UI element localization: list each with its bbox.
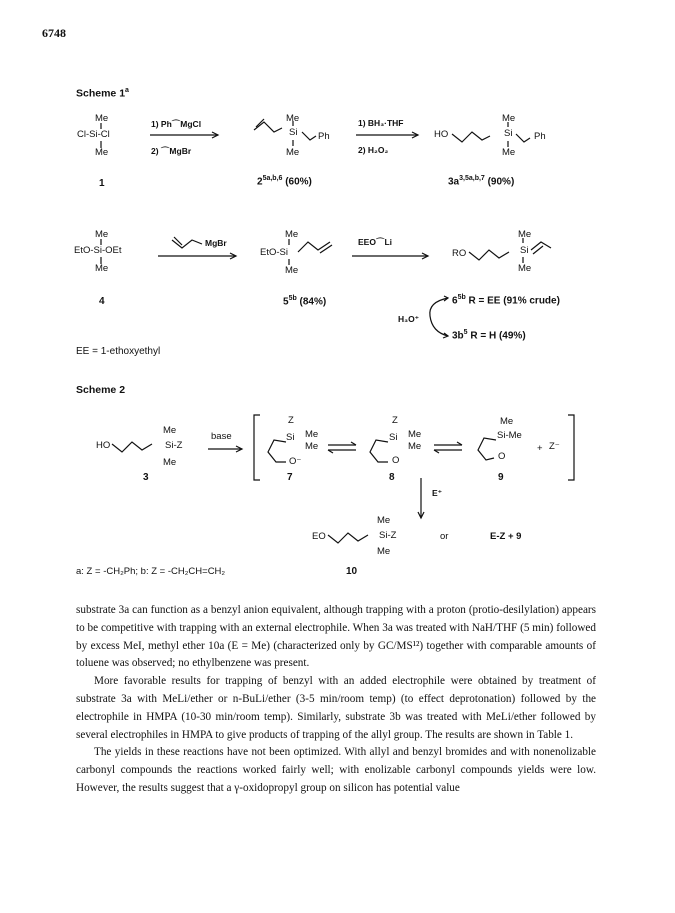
compound-8-me2: Me	[408, 441, 422, 452]
compound-10-siz: Si-Z	[379, 530, 397, 541]
compound-5-me-bottom: Me	[285, 265, 299, 276]
compound-7-si: Si	[286, 432, 295, 443]
compound-2-me-bottom: Me	[286, 147, 300, 158]
compound-3-skeleton	[110, 432, 170, 456]
z-anion: Z⁻	[549, 441, 560, 452]
compound-2-si: Si	[289, 127, 298, 138]
compound-4-me-bottom: Me	[95, 263, 109, 274]
compound-4-label: 4	[99, 296, 105, 307]
equilibrium-arrow-2	[434, 442, 464, 454]
compound-3a-me-bottom: Me	[502, 147, 516, 158]
compound-1-bonds	[100, 122, 104, 182]
page-number: 6748	[42, 26, 66, 40]
compound-2-me-top: Me	[286, 113, 300, 124]
row2-arrow-1	[158, 251, 238, 261]
step2-reagent-1: 1) BH₃·THF	[358, 118, 404, 128]
eeo-li-reagent: EEO⌒Li	[358, 237, 393, 247]
compound-7-z: Z	[288, 415, 294, 426]
equilibrium-arrow-1	[328, 442, 358, 454]
compound-ro-ro: RO	[452, 248, 467, 259]
or-text: or	[440, 531, 449, 542]
compound-1-me-bottom: Me	[95, 147, 109, 158]
right-bracket	[566, 414, 576, 482]
paragraph-3: The yields in these reactions have not been optimized. With allyl and benzyl bromides and with nonenolizable carbonyl compounds the reactions worked fairly well; with enolizable carbonyl compounds yields were low. However, the results suggest that a γ-oxidopropyl group on silicon has potential value	[76, 746, 596, 794]
compound-5-label: $5^{5b}$ (84%)	[283, 295, 327, 308]
vinyl-mgbr-reagent: MgBr	[205, 238, 227, 248]
base-label: base	[211, 431, 232, 442]
compound-3a-skeleton	[450, 124, 540, 154]
step1-arrow	[150, 130, 220, 140]
row2-arrow-2	[352, 251, 430, 261]
step1-reagent-2: 2) ⌒MgBr	[151, 146, 192, 156]
paragraph-2: More favorable results for trapping of benzyl with an added electrophile were obtained by treatment of substrate 3a with MeLi/ether or n-BuLi/ether (3-5 min/room temp) (to effect deprotonation) followed by the electrophile in HMPA (10-30 min/room temp). Similarly, substrate 3b was treated with MeLi/ether followed by several electrophiles in HMPA to give products of trapping of the allyl group. The results are shown in Table 1.	[76, 675, 596, 741]
compound-10-me-bottom: Me	[377, 546, 391, 557]
step1-reagent-1: 1) Ph⌒MgCl	[151, 119, 202, 129]
z-legend: a: Z = -CH₂Ph; b: Z = -CH₂CH=CH₂	[76, 566, 226, 577]
compound-9-o: O	[498, 451, 506, 462]
left-bracket	[252, 414, 262, 482]
compound-8-z: Z	[392, 415, 398, 426]
electrophile-label: E⁺	[432, 488, 443, 498]
branch-compound-6: $6^{5b}$ R = EE (91% crude)	[452, 294, 560, 307]
ee-footnote: EE = 1-ethoxyethyl	[76, 346, 161, 357]
compound-7-me2: Me	[305, 441, 319, 452]
compound-ro-si: Si	[520, 245, 529, 256]
compound-8-ring	[366, 432, 406, 472]
compound-9-me-top: Me	[500, 416, 514, 427]
compound-5-skeleton	[286, 238, 336, 268]
scheme1-title: Scheme 1$^a$	[76, 87, 129, 100]
compound-9-si: Si-Me	[497, 430, 522, 441]
alternative-product: E-Z + 9	[490, 531, 522, 542]
compound-10-me-top: Me	[377, 515, 391, 526]
base-arrow	[208, 444, 244, 454]
vinyl-group	[170, 234, 210, 250]
compound-3-me-top: Me	[163, 425, 177, 436]
step2-reagent-2: 2) H₂O₂	[358, 145, 389, 155]
h3o-reagent: H₃O⁺	[398, 314, 420, 324]
compound-7-label: 7	[287, 472, 293, 483]
electrophile-arrow	[416, 478, 426, 520]
compound-2-skeleton	[250, 118, 360, 158]
compound-4-core: EtO-Si-OEt	[74, 245, 122, 256]
compound-7-o: O⁻	[289, 456, 302, 467]
compound-9-plus: +	[537, 443, 543, 454]
compound-3a-label: $3a^{3,5a,b,7}$ (90%)	[448, 175, 515, 188]
branch-compound-3b: $3b^5$ R = H (49%)	[452, 329, 526, 342]
compound-3a-ph: Ph	[534, 131, 546, 142]
compound-3a-ho: HO	[434, 129, 449, 140]
compound-3a-me-top: Me	[502, 113, 516, 124]
compound-8-label: 8	[389, 472, 395, 483]
compound-3-ho: HO	[96, 440, 111, 451]
body-text	[76, 602, 596, 798]
step2-arrow	[356, 130, 420, 140]
compound-8-o: O	[392, 455, 400, 466]
scheme2-title: Scheme 2	[76, 384, 126, 396]
compound-8-si: Si	[389, 432, 398, 443]
compound-5-me-top: Me	[285, 229, 299, 240]
compound-10-skeleton	[326, 523, 386, 547]
compound-10-eo: EO	[312, 531, 326, 542]
branch-arrows	[424, 296, 454, 340]
compound-4-me-top: Me	[95, 229, 109, 240]
compound-10-label: 10	[346, 566, 358, 577]
compound-ro-me-top: Me	[518, 229, 532, 240]
compound-ro-skeleton	[467, 240, 557, 270]
compound-9-label: 9	[498, 472, 504, 483]
compound-4-bonds	[100, 238, 104, 268]
paragraph-1: substrate 3a can function as a benzyl anion equivalent, although trapping with a proton (protio-desilylation) appears to be competitive with trapping with an external electrophile. When 3a was treated with NaH/THF (5 min) followed by excess MeI, methyl ether 10a (E = Me) (characterized only by GC/MS¹²) together with comparable amounts of toluene was observed; no ethylbenzene was present.	[76, 604, 596, 670]
compound-3a-si: Si	[504, 128, 513, 139]
compound-2-ph: Ph	[318, 131, 330, 142]
compound-2-label: $2^{5a,b,6}$ (60%)	[257, 175, 312, 188]
compound-3-label: 3	[143, 472, 149, 483]
compound-3-me-bottom: Me	[163, 457, 177, 468]
compound-3-siz: Si-Z	[165, 440, 183, 451]
compound-1-label: 1	[99, 178, 105, 189]
compound-8-me1: Me	[408, 429, 422, 440]
compound-1-me-top: Me	[95, 113, 109, 124]
compound-5-core: EtO-Si	[260, 247, 288, 258]
compound-7-me1: Me	[305, 429, 319, 440]
compound-ro-me-bottom: Me	[518, 263, 532, 274]
compound-1-core: Cl-Si-Cl	[77, 129, 110, 140]
